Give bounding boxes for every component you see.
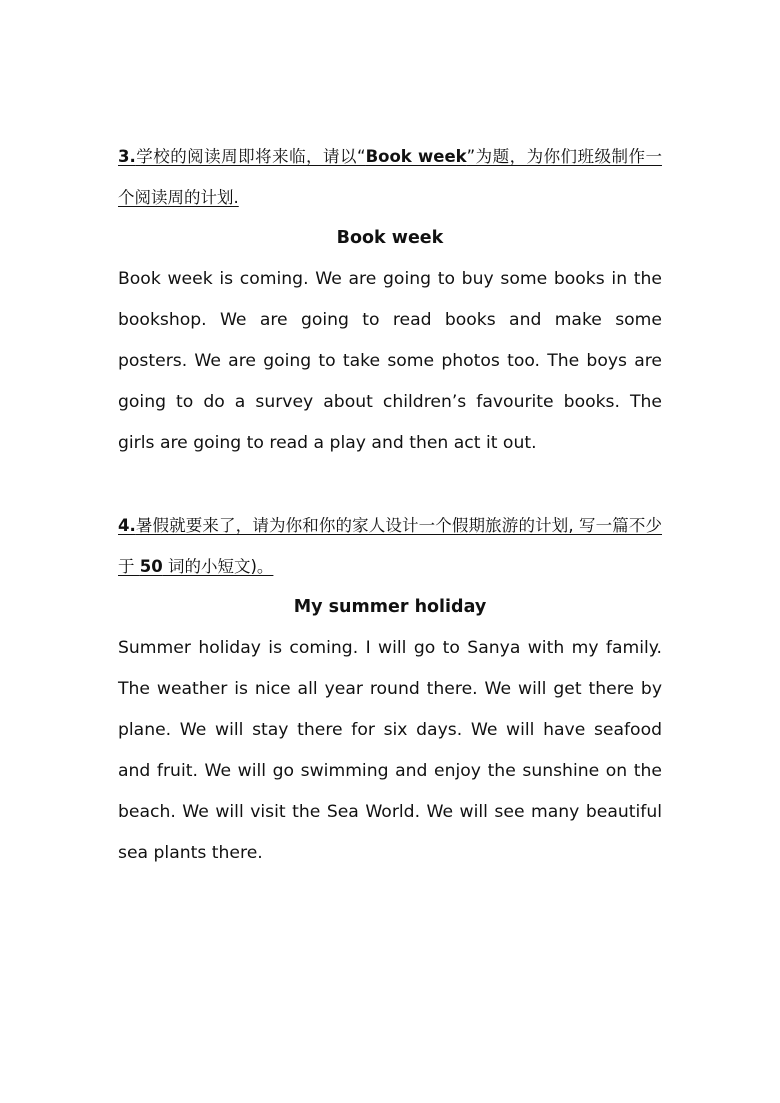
question-4-number: 4.	[118, 516, 136, 535]
document-content	[118, 136, 662, 874]
question-3-prompt-text-1: 学校的阅读周即将来临，请以“	[135, 147, 366, 166]
question-3-prompt	[118, 136, 662, 218]
question-4-prompt	[118, 505, 662, 587]
essay-title-book-week: Book week	[336, 228, 444, 248]
question-3-section	[118, 136, 662, 464]
question-3-prompt-keyword: Book week	[365, 147, 467, 166]
question-3-prompt-text-2: ”为题，为你们班级制作一个阅读周的计划.	[118, 147, 662, 207]
section-spacer	[118, 464, 662, 505]
question-4-prompt-keyword: 50	[139, 557, 163, 576]
question-4-prompt-text-1: 暑假就要来了，请为你和你的家人设计一个假期旅游的计划, 写一篇不少于	[118, 516, 662, 576]
question-4-prompt-text-2: 词的小短文)。	[162, 557, 274, 576]
essay-body-book-week: Book week is coming. We are going to buy some books in the bookshop. We are going to read books and make some posters. We are going to take some photos too. The boys are going to do a survey about children’s favourite books. The girls are going to read a play and then act it out.	[118, 269, 662, 453]
essay-body-summer-holiday: Summer holiday is coming. I will go to Sanya with my family. The weather is nice all year round there. We will get there by plane. We will stay there for six days. We will have seafood and fruit. We will go swimming and enjoy the sunshine on the beach. We will visit the Sea World. We will see many beautiful sea plants there.	[118, 638, 662, 863]
essay-title-summer-holiday: My summer holiday	[293, 597, 487, 617]
question-4-section	[118, 505, 662, 874]
question-3-number: 3.	[118, 147, 136, 166]
